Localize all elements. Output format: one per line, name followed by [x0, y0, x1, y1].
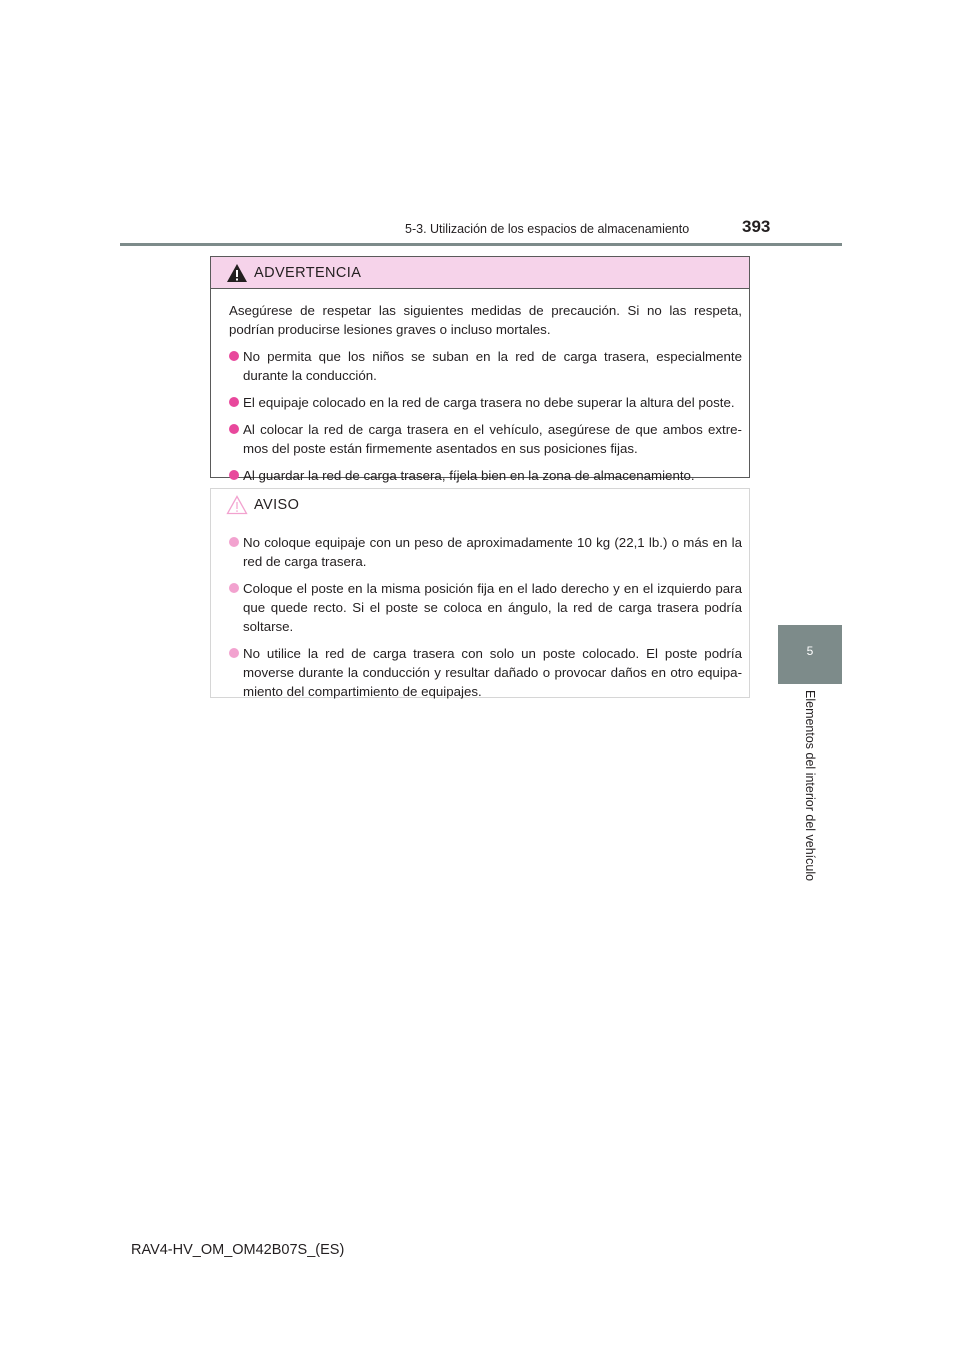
caution-body: [211, 521, 749, 701]
caution-title: AVISO: [254, 497, 300, 513]
header-divider: [120, 243, 842, 246]
bullet-dot-icon: [229, 397, 239, 407]
caution-box: [210, 488, 750, 698]
caution-item: No utilice la red de carga trasera con solo un poste colocado. El poste podría moverse durante la conducción y resultar dañado o provocar daños en otro equipa-miento del compartimiento de equipajes.: [229, 644, 742, 701]
warning-item: El equipaje colocado en la red de carga trasera no debe superar la altura del poste.: [229, 393, 742, 412]
caution-header: [211, 489, 749, 521]
warning-item: No permita que los niños se suban en la red de carga trasera, especialmente durante la conducción.: [229, 347, 742, 385]
warning-intro: Asegúrese de respetar las siguientes medidas de precaución. Si no las respeta, podrían producirse lesiones graves o incluso mortales.: [229, 303, 742, 337]
bullet-dot-icon: [229, 470, 239, 480]
page-number: 393: [742, 217, 771, 236]
bullet-dot-icon: [229, 537, 239, 547]
bullet-dot-icon: [229, 648, 239, 658]
caution-item: No coloque equipaje con un peso de aproximadamente 10 kg (22,1 lb.) o más en la red de carga trasera.: [229, 533, 742, 571]
bullet-dot-icon: [229, 351, 239, 361]
warning-box: [210, 256, 750, 483]
caution-item: Coloque el poste en la misma posición fija en el lado derecho y en el izquierdo para que quede recto. Si el poste se coloca en ángulo, la red de carga trasera podría soltarse.: [229, 579, 742, 636]
chapter-number: 5: [806, 644, 814, 658]
bullet-dot-icon: [229, 424, 239, 434]
bullet-dot-icon: [229, 583, 239, 593]
header-section-title: 5-3. Utilización de los espacios de almacenamiento: [405, 222, 690, 236]
warning-item: Al guardar la red de carga trasera, fíjela bien en la zona de almacenamiento.: [229, 466, 742, 485]
warning-header: [211, 257, 749, 289]
warning-item: Al colocar la red de carga trasera en el vehículo, asegúrese de que ambos extre-mos del poste están firmemente asentados en sus posiciones fijas.: [229, 420, 742, 458]
caution-triangle-icon: [226, 495, 248, 515]
warning-triangle-icon: [226, 263, 248, 283]
manual-code: RAV4-HV_OM_OM42B07S_(ES): [131, 1242, 345, 1258]
warning-title: ADVERTENCIA: [254, 265, 362, 281]
chapter-tab: [778, 625, 842, 684]
chapter-label: Elementos del interior del vehículo: [803, 690, 817, 882]
warning-body: [211, 289, 749, 485]
